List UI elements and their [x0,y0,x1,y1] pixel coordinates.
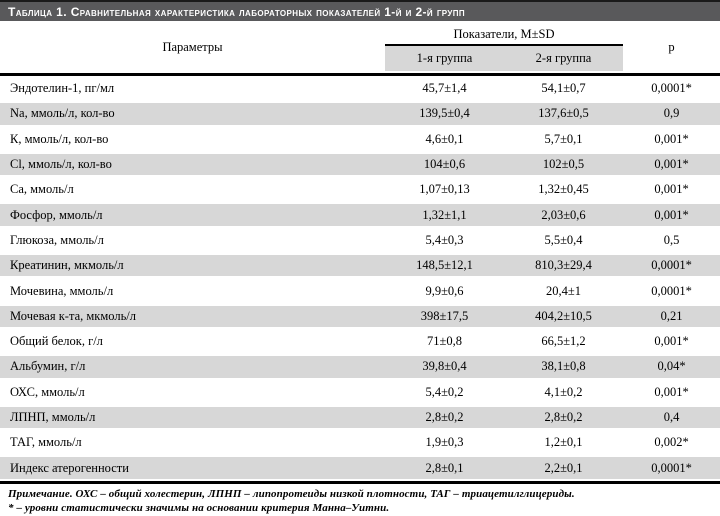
parameter-cell: Na, ммоль/л, кол-во [10,106,115,121]
group2-value-cell: 404,2±10,5 [535,308,592,323]
p-value-cell: 0,001* [654,182,689,197]
table-row [0,278,720,303]
parameter-cell: Альбумин, г/л [10,359,86,374]
table-row [0,430,720,455]
parameter-cell: Фосфор, ммоль/л [10,207,103,222]
p-value-cell: 0,001* [654,157,689,172]
table-row [0,152,720,177]
group1-value-cell: 5,4±0,3 [425,232,464,247]
p-value-cell: 0,5 [663,232,680,247]
parameter-cell: ОХС, ммоль/л [10,384,85,399]
group1-value-cell: 71±0,8 [427,334,462,349]
p-value-cell: 0,21 [660,308,683,323]
table-row [0,455,720,480]
table-row [0,253,720,278]
group2-value-cell: 2,03±0,6 [541,207,586,222]
p-value-cell: 0,002* [654,435,689,450]
parameter-cell: Мочевина, ммоль/л [10,283,114,298]
column-header-p: р [668,39,675,54]
p-value-cell: 0,0001* [651,460,692,475]
group2-value-cell: 102±0,5 [542,157,585,172]
table-row [0,101,720,126]
group1-value-cell: 9,9±0,6 [425,283,464,298]
group1-value-cell: 1,9±0,3 [425,435,464,450]
group1-value-cell: 39,8±0,4 [422,359,467,374]
p-value-cell: 0,0001* [651,81,692,96]
table-row [0,304,720,329]
table-row [0,329,720,354]
column-header-group2: 2-я группа [535,51,592,65]
table-row [0,127,720,152]
table-row [0,380,720,405]
p-value-cell: 0,001* [654,207,689,222]
group2-value-cell: 20,4±1 [546,283,581,298]
p-value-cell: 0,0001* [651,283,692,298]
group2-value-cell: 5,7±0,1 [544,131,583,146]
group1-value-cell: 148,5±12,1 [416,258,473,273]
parameter-cell: Cl, ммоль/л, кол-во [10,157,112,172]
table-row [0,405,720,430]
group2-value-cell: 810,3±29,4 [535,258,592,273]
p-value-cell: 0,4 [663,410,680,424]
group1-value-cell: 1,32±1,1 [422,207,467,222]
table-row [0,202,720,227]
parameter-cell: ЛПНП, ммоль/л [10,410,96,424]
parameter-cell: Индекс атерогенности [10,460,129,475]
parameter-cell: Общий белок, г/л [10,334,103,349]
p-value-cell: 0,001* [654,131,689,146]
column-header-group1: 1-я группа [416,51,473,65]
group1-value-cell: 139,5±0,4 [419,106,470,121]
table-title: Таблица 1. Сравнительная характеристика лабораторных показателей 1-й и 2-й групп [8,5,466,19]
group2-value-cell: 1,2±0,1 [544,435,583,450]
table-title-bar [0,0,720,21]
parameter-cell: К, ммоль/л, кол-во [10,131,109,146]
parameter-cell: Глюкоза, ммоль/л [10,232,104,247]
subheader-row [385,46,623,71]
group2-value-cell: 5,5±0,4 [544,232,583,247]
p-value-cell: 0,0001* [651,258,692,273]
table-row [0,177,720,202]
table-body [0,76,720,481]
p-value-cell: 0,9 [663,106,680,121]
p-value-cell: 0,04* [657,359,686,374]
column-group-indicators [385,21,623,73]
group1-value-cell: 1,07±0,13 [419,182,470,197]
parameter-cell: Са, ммоль/л [10,182,74,197]
group2-value-cell: 4,1±0,2 [544,384,583,399]
parameter-cell: Мочевая к-та, мкмоль/л [10,308,137,323]
footnote-abbreviations: Примечание. ОХС – общий холестерин, ЛПНП – липопротеиды низкой плотности, ТАГ – триацетилглицериды. [8,488,575,500]
parameter-cell: Эндотелин-1, пг/мл [10,81,115,96]
footnotes [0,484,720,515]
group1-value-cell: 4,6±0,1 [425,131,464,146]
column-header-parameters: Параметры [162,39,223,54]
group2-value-cell: 2,2±0,1 [544,460,583,475]
group1-value-cell: 5,4±0,2 [425,384,464,399]
group1-value-cell: 2,8±0,1 [425,460,464,475]
table-header [0,21,720,76]
parameter-cell: ТАГ, ммоль/л [10,435,82,450]
group2-value-cell: 1,32±0,45 [538,182,589,197]
group2-value-cell: 137,6±0,5 [538,106,589,121]
group1-value-cell: 45,7±1,4 [422,81,467,96]
group1-value-cell: 398±17,5 [420,308,469,323]
p-value-cell: 0,001* [654,334,689,349]
footnote-significance: * – уровни статистически значимы на основании критерия Манна–Уитни. [8,501,390,514]
group2-value-cell: 66,5±1,2 [541,334,586,349]
group2-value-cell: 2,8±0,2 [544,410,583,424]
column-header-indicators-msd: Показатели, M±SD [453,27,555,41]
table-row [0,228,720,253]
group1-value-cell: 2,8±0,2 [425,410,464,424]
group2-value-cell: 38,1±0,8 [541,359,586,374]
group1-value-cell: 104±0,6 [423,157,466,172]
table-row [0,76,720,101]
group2-value-cell: 54,1±0,7 [541,81,586,96]
p-value-cell: 0,001* [654,384,689,399]
parameter-cell: Креатинин, мкмоль/л [10,258,124,273]
table-row [0,354,720,379]
